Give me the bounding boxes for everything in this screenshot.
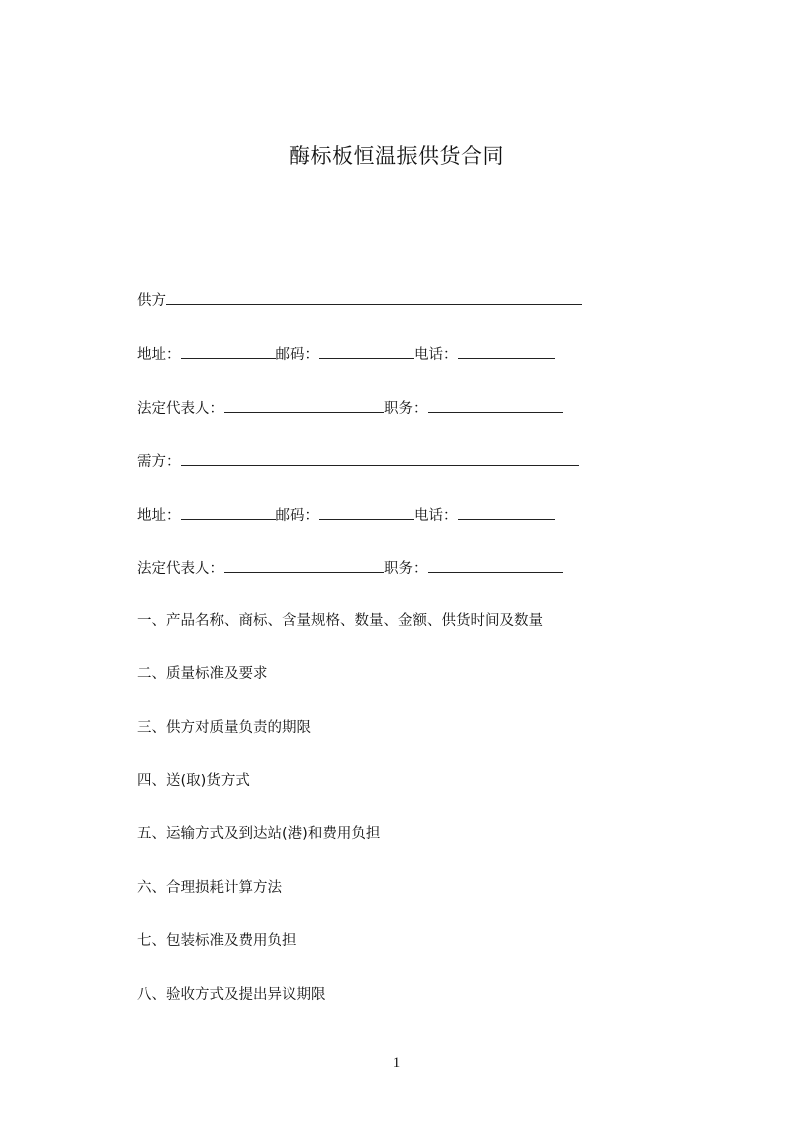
buyer-blank[interactable]: [181, 451, 579, 466]
clause-item: 一、产品名称、商标、含量规格、数量、金额、供货时间及数量: [137, 613, 543, 629]
postcode-blank[interactable]: [319, 344, 414, 359]
supplier-line: [137, 290, 582, 310]
clause-item: 六、合理损耗计算方法: [137, 880, 282, 896]
buyer-contact-line: [137, 505, 555, 525]
clause-item: 五、运输方式及到达站(港)和费用负担: [137, 826, 381, 842]
clause-item: 三、供方对质量负责的期限: [137, 720, 311, 736]
clause-item: 二、质量标准及要求: [137, 666, 268, 682]
position-label: 职务：: [384, 401, 428, 417]
page-number: 1: [392, 1055, 401, 1071]
address-blank[interactable]: [181, 505, 276, 520]
supplier-rep-line: [137, 398, 563, 418]
address-label: 地址：: [137, 508, 181, 524]
supplier-contact-line: [137, 344, 555, 364]
postcode-label: 邮码：: [275, 347, 319, 363]
phone-blank[interactable]: [458, 344, 555, 359]
phone-label: 电话：: [414, 347, 458, 363]
legal-rep-label: 法定代表人：: [137, 401, 224, 417]
supplier-label: 供方: [137, 293, 166, 309]
legal-rep-blank[interactable]: [224, 398, 384, 413]
buyer-rep-line: [137, 558, 563, 578]
clause-item: 七、包装标准及费用负担: [137, 933, 297, 949]
buyer-line: [137, 451, 579, 471]
buyer-label: 需方：: [137, 454, 181, 470]
position-label: 职务：: [384, 561, 428, 577]
phone-blank[interactable]: [458, 505, 555, 520]
clause-item: 四、送(取)货方式: [137, 773, 250, 789]
legal-rep-label: 法定代表人：: [137, 561, 224, 577]
position-blank[interactable]: [428, 398, 563, 413]
position-blank[interactable]: [428, 558, 563, 573]
phone-label: 电话：: [414, 508, 458, 524]
page-title: 酶标板恒温振供货合同: [289, 144, 504, 168]
clause-item: 八、验收方式及提出异议期限: [137, 987, 326, 1003]
supplier-blank[interactable]: [166, 290, 582, 305]
address-label: 地址：: [137, 347, 181, 363]
postcode-label: 邮码：: [275, 508, 319, 524]
postcode-blank[interactable]: [319, 505, 414, 520]
legal-rep-blank[interactable]: [224, 558, 384, 573]
address-blank[interactable]: [181, 344, 276, 359]
